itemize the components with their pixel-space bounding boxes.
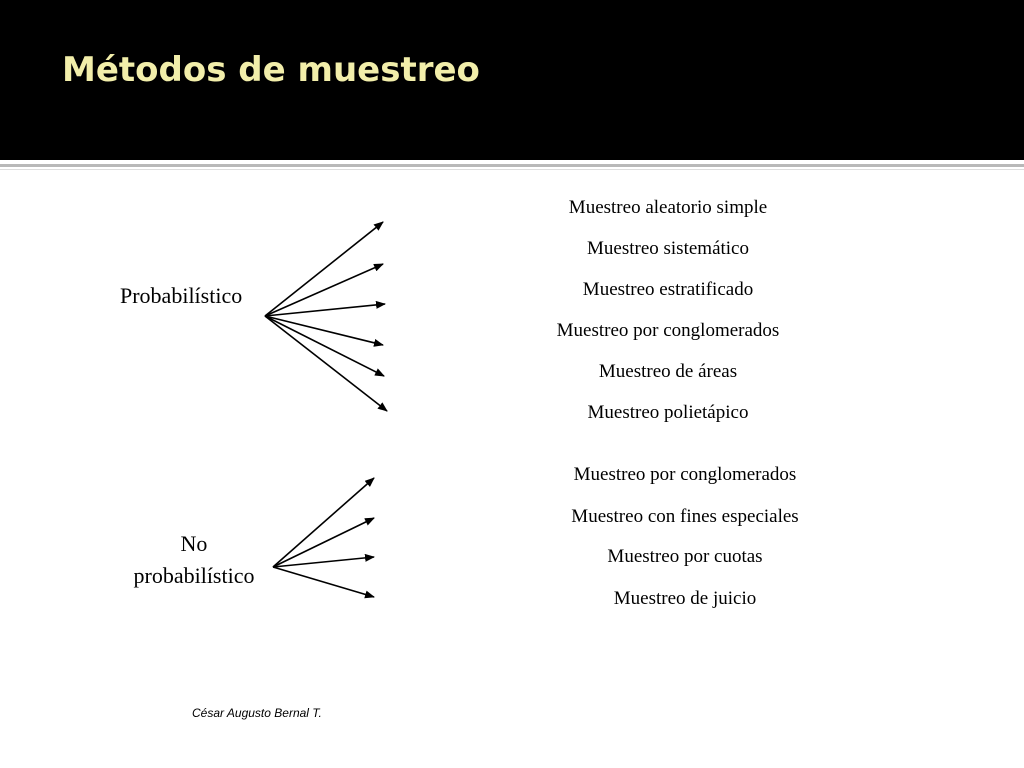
arrow-prob-2 xyxy=(265,264,383,316)
method-item: Muestreo de juicio xyxy=(613,588,757,609)
category-non-probabilistic-line1: No xyxy=(180,531,208,556)
arrow-nonprob-2 xyxy=(273,518,374,567)
method-item: Muestreo estratificado xyxy=(582,279,754,300)
arrow-prob-3 xyxy=(265,304,385,316)
arrow-nonprob-3 xyxy=(273,557,374,567)
author-credit: César Augusto Bernal T. xyxy=(192,706,322,720)
method-item: Muestreo por conglomerados xyxy=(556,320,780,341)
arrow-prob-1 xyxy=(265,222,383,316)
method-item: Muestreo por conglomerados xyxy=(573,464,797,485)
method-item: Muestreo con fines especiales xyxy=(571,506,799,527)
arrow-nonprob-1 xyxy=(273,478,374,567)
category-non-probabilistic-line2: probabilístico xyxy=(133,563,255,588)
arrow-nonprob-4 xyxy=(273,567,374,597)
method-item: Muestreo de áreas xyxy=(598,361,738,382)
slide-title: Métodos de muestreo xyxy=(62,50,480,90)
category-non-probabilistic xyxy=(118,528,270,592)
method-item: Muestreo aleatorio simple xyxy=(568,197,768,218)
method-item: Muestreo por cuotas xyxy=(607,546,763,567)
method-item: Muestreo polietápico xyxy=(587,402,749,423)
category-probabilistic: Probabilístico xyxy=(120,283,243,308)
method-item: Muestreo sistemático xyxy=(587,238,749,259)
arrow-prob-5 xyxy=(265,316,384,376)
